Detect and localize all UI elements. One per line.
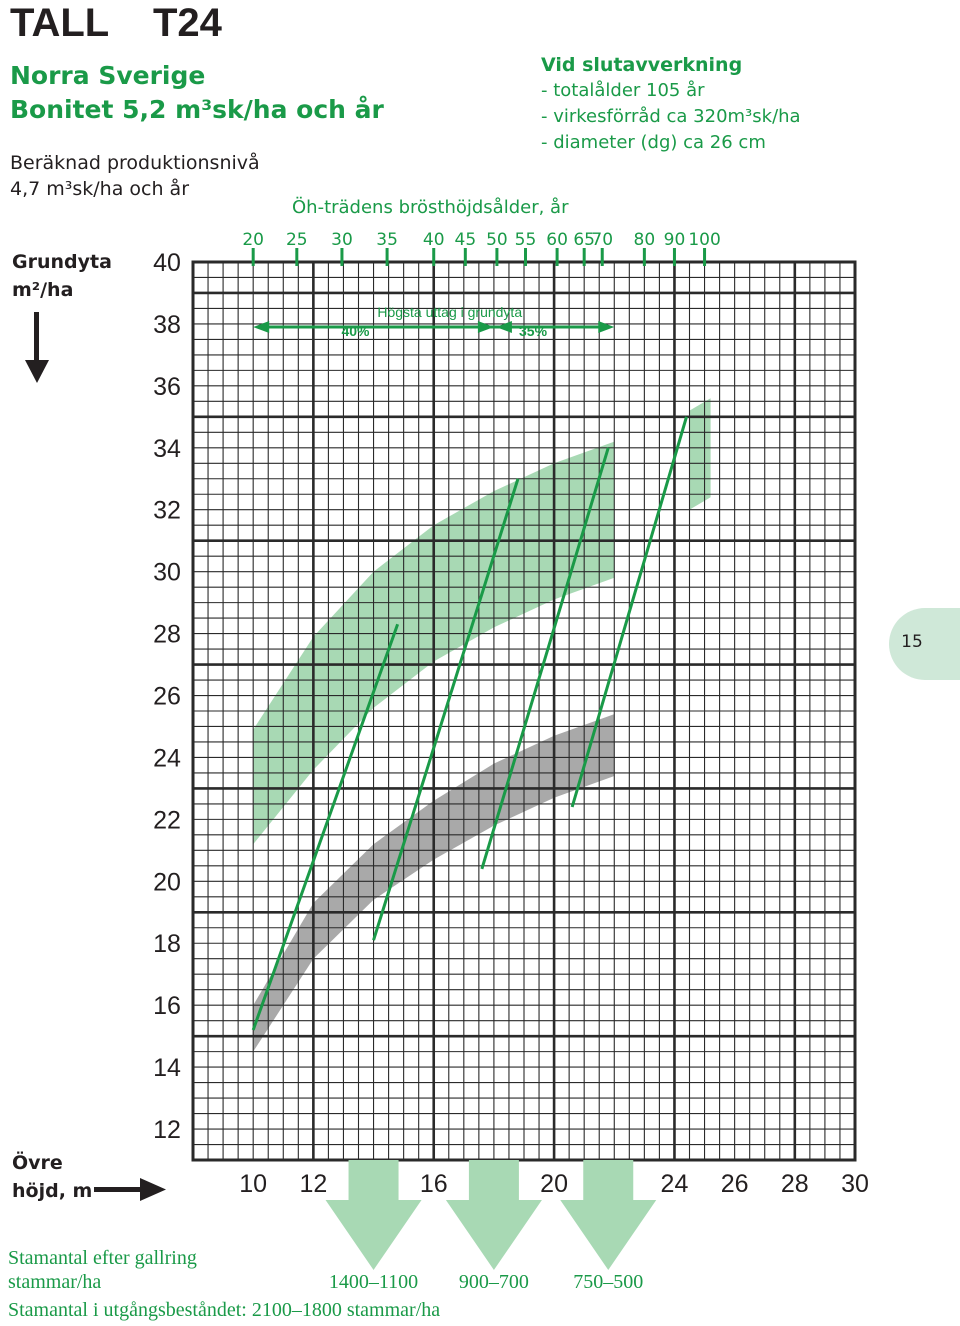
bonitet-title: Bonitet 5,2 m³sk/ha och år	[10, 95, 384, 124]
y-tick-label: 34	[153, 434, 181, 463]
stem-arrow-icon	[560, 1160, 656, 1270]
y-tick-label: 36	[153, 372, 181, 401]
ticks	[153, 230, 869, 1198]
stem-count-label: 1400–1100	[328, 1271, 419, 1293]
slutavverkning-title: Vid slutavverkning	[541, 54, 743, 76]
y-tick-label: 38	[153, 310, 181, 339]
region-title: Norra Sverige	[10, 61, 206, 90]
stamantal-title: Stamantal efter gallring	[8, 1247, 197, 1269]
age-tick-label: 50	[486, 230, 508, 250]
x-tick-label: 30	[841, 1170, 869, 1198]
bands	[253, 398, 710, 1051]
x-tick-label: 26	[720, 1170, 749, 1198]
age-tick-label: 65	[573, 230, 596, 250]
age-axis-title: Öh-trädens brösthöjdsålder, år	[292, 197, 569, 218]
age-tick-label: 25	[285, 230, 308, 250]
y-tick-label: 20	[153, 868, 181, 897]
x-tick-label: 28	[780, 1170, 809, 1198]
utgang-text: Stamantal i utgångsbeståndet: 2100–1800 stammar/ha	[8, 1299, 441, 1321]
split-arrowhead-icon	[478, 321, 494, 333]
y-tick-label: 28	[153, 620, 181, 649]
x-tick-label: 10	[239, 1170, 268, 1198]
stamantal-unit: stammar/ha	[8, 1271, 102, 1293]
age-tick-label: 90	[663, 230, 686, 250]
y-tick-label: 18	[153, 930, 181, 959]
left-arrowhead-icon	[253, 321, 269, 333]
green-band-end	[690, 398, 711, 510]
x-axis-label: höjd, m	[12, 1180, 93, 1202]
age-tick-label: 70	[591, 230, 614, 250]
slutavverkning-line: - diameter (dg) ca 26 cm	[541, 132, 766, 153]
y-axis-label: Grundyta	[12, 251, 112, 273]
production-line-2: 4,7 m³sk/ha och år	[10, 178, 190, 200]
age-tick-label: 40	[422, 230, 445, 250]
age-tick-label: 20	[242, 230, 265, 250]
grid	[193, 262, 855, 1160]
age-tick-label: 35	[376, 230, 398, 250]
split-arrowhead-icon	[496, 321, 512, 333]
uttag-right-pct: 35%	[519, 323, 548, 340]
y-tick-label: 24	[153, 744, 181, 773]
stem-count-label: 900–700	[458, 1271, 529, 1293]
age-tick-label: 80	[633, 230, 656, 250]
right-arrowhead-icon	[598, 321, 614, 333]
x-tick-label: 24	[660, 1170, 689, 1198]
page-tab	[889, 608, 960, 680]
age-tick-label: 60	[546, 230, 568, 250]
y-tick-label: 12	[153, 1116, 181, 1145]
stem-arrows	[326, 1160, 657, 1293]
age-tick-label: 45	[454, 230, 477, 250]
stem-count-label: 750–500	[573, 1271, 644, 1293]
y-tick-label: 30	[153, 558, 181, 587]
x-tick-label: 16	[419, 1170, 448, 1198]
uttag-left-pct: 40%	[341, 323, 370, 340]
slutavverkning-line: - virkesförråd ca 320m³sk/ha	[541, 106, 801, 127]
uttag-label: Högsta uttag i grundyta	[377, 304, 523, 321]
x-axis-label: Övre	[12, 1152, 63, 1174]
chart-code: TALL T24	[10, 1, 222, 45]
page-number: 15	[901, 632, 923, 652]
y-tick-label: 26	[153, 682, 181, 711]
x-tick-label: 20	[540, 1170, 568, 1198]
stem-arrow-icon	[326, 1160, 422, 1270]
y-tick-label: 32	[153, 496, 181, 525]
stem-arrow-icon	[446, 1160, 542, 1270]
y-tick-label: 40	[153, 249, 181, 277]
slutavverkning-line: - totalålder 105 år	[541, 80, 705, 101]
y-tick-label: 16	[153, 992, 181, 1021]
y-axis-label: m²/ha	[12, 279, 74, 301]
age-tick-label: 55	[514, 230, 537, 250]
right-arrow-icon	[94, 1178, 166, 1201]
x-tick-label: 12	[299, 1170, 328, 1198]
down-arrow-icon	[25, 312, 49, 383]
y-tick-label: 14	[153, 1054, 181, 1083]
age-tick-label: 100	[688, 230, 721, 250]
y-tick-label: 22	[153, 806, 181, 835]
age-tick-label: 30	[331, 230, 353, 250]
production-line-1: Beräknad produktionsnivå	[10, 152, 260, 174]
